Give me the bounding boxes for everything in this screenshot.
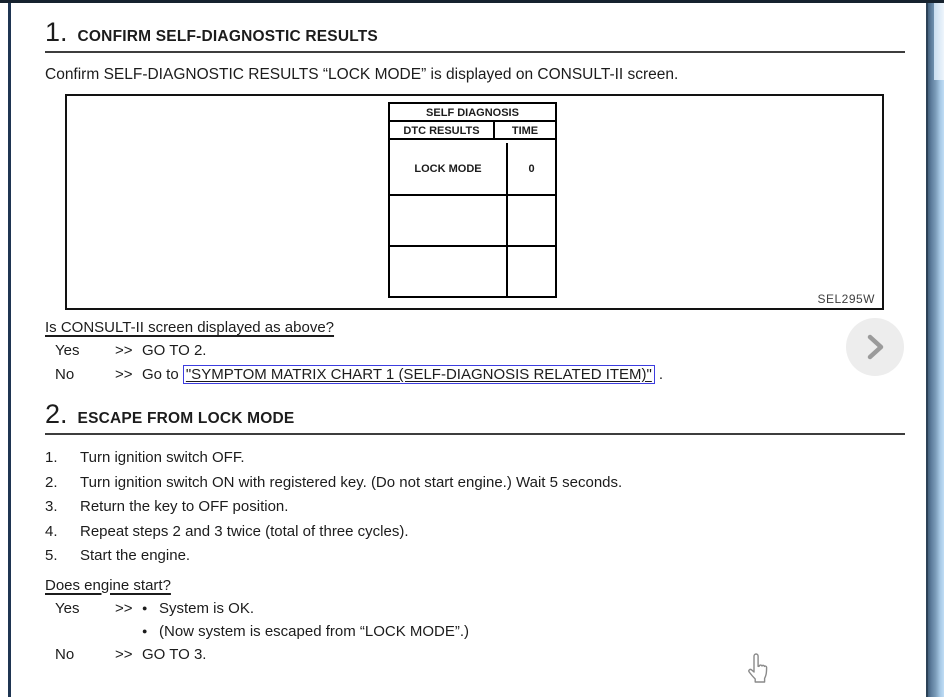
step-text: Turn ignition switch OFF. (80, 449, 245, 466)
scrollbar[interactable] (926, 0, 944, 697)
cell-time (508, 247, 555, 296)
section-1-intro: Confirm SELF-DIAGNOSTIC RESULTS “LOCK MODE” is displayed on CONSULT-II screen. (45, 66, 679, 83)
yes-result-2: (Now system is escaped from “LOCK MODE”.) (159, 622, 470, 640)
section-2-title: ESCAPE FROM LOCK MODE (77, 410, 295, 427)
section-1-question: Is CONSULT-II screen displayed as above? (45, 319, 335, 336)
yes-instruction: GO TO 2. (142, 342, 207, 359)
procedure-steps (45, 446, 905, 569)
page-content (45, 0, 905, 663)
table-body (390, 140, 555, 296)
no-instruction-prefix: Go to (142, 366, 179, 383)
step-number: 1. (45, 449, 58, 466)
table-row (390, 245, 555, 296)
no-instruction (142, 365, 663, 384)
no-instruction: GO TO 3. (142, 645, 207, 663)
cell-dtc: LOCK MODE (390, 143, 508, 194)
symptom-matrix-link-box[interactable] (183, 365, 655, 384)
step-item (45, 446, 905, 471)
cell-dtc (390, 196, 508, 245)
cell-time: 0 (528, 162, 535, 175)
answer-row-yes-cont (45, 623, 905, 640)
table-row (390, 194, 555, 245)
step-item (45, 471, 905, 496)
step-number: 2. (45, 473, 58, 491)
step-item (45, 495, 905, 520)
arrow-glyph: >> (115, 366, 133, 383)
section-1-title: CONFIRM SELF-DIAGNOSTIC RESULTS (77, 28, 378, 45)
cell-time (508, 196, 555, 245)
section-2-number: 2. (45, 399, 68, 429)
answer-row-yes (45, 342, 905, 359)
table-header-row (390, 122, 555, 140)
section-2-question: Does engine start? (45, 576, 171, 594)
step-text: Repeat steps 2 and 3 twice (total of three cycles). (80, 522, 409, 540)
answer-row-no (45, 365, 905, 384)
yes-label: Yes (55, 599, 80, 617)
arrow-glyph: >> (115, 599, 133, 617)
scrollbar-thumb[interactable] (934, 3, 944, 80)
arrow-glyph: >> (115, 645, 133, 663)
bullet-icon: ● (142, 625, 148, 636)
step-item (45, 520, 905, 545)
section-1-heading (45, 19, 905, 53)
table-title: SELF DIAGNOSIS (390, 104, 555, 122)
chevron-right-icon (860, 330, 890, 364)
step-number: 5. (45, 547, 58, 564)
bullet-icon: ● (142, 602, 148, 613)
no-label: No (55, 645, 75, 663)
col-header-dtc-results: DTC RESULTS (390, 122, 495, 138)
next-page-button[interactable] (846, 318, 904, 376)
answer-row-no (45, 646, 905, 663)
section-2-heading (45, 401, 905, 435)
step-text: Start the engine. (80, 547, 191, 564)
window-top-border (0, 0, 944, 3)
col-header-time: TIME (511, 125, 539, 137)
step-number: 3. (45, 498, 58, 515)
table-row (390, 143, 555, 194)
consult-screen-figure (65, 94, 884, 310)
step-number: 4. (45, 522, 58, 540)
step-text: Return the key to OFF position. (80, 498, 289, 515)
answer-row-yes (45, 600, 905, 617)
window-left-border (8, 0, 11, 697)
yes-label: Yes (55, 342, 80, 359)
self-diagnosis-table (388, 102, 557, 298)
no-label: No (55, 366, 75, 383)
arrow-glyph: >> (115, 342, 133, 359)
yes-result-1: System is OK. (159, 599, 255, 617)
no-instruction-suffix: . (658, 366, 664, 383)
section-1-number: 1. (45, 17, 68, 47)
step-item (45, 544, 905, 569)
step-text: Turn ignition switch ON with registered key. (Do not start engine.) Wait 5 seconds. (80, 473, 623, 491)
figure-reference-label: SEL295W (817, 292, 875, 306)
cell-dtc (390, 247, 508, 296)
symptom-matrix-chart-link[interactable]: "SYMPTOM MATRIX CHART 1 (SELF-DIAGNOSIS RELATED ITEM)" (185, 366, 652, 383)
